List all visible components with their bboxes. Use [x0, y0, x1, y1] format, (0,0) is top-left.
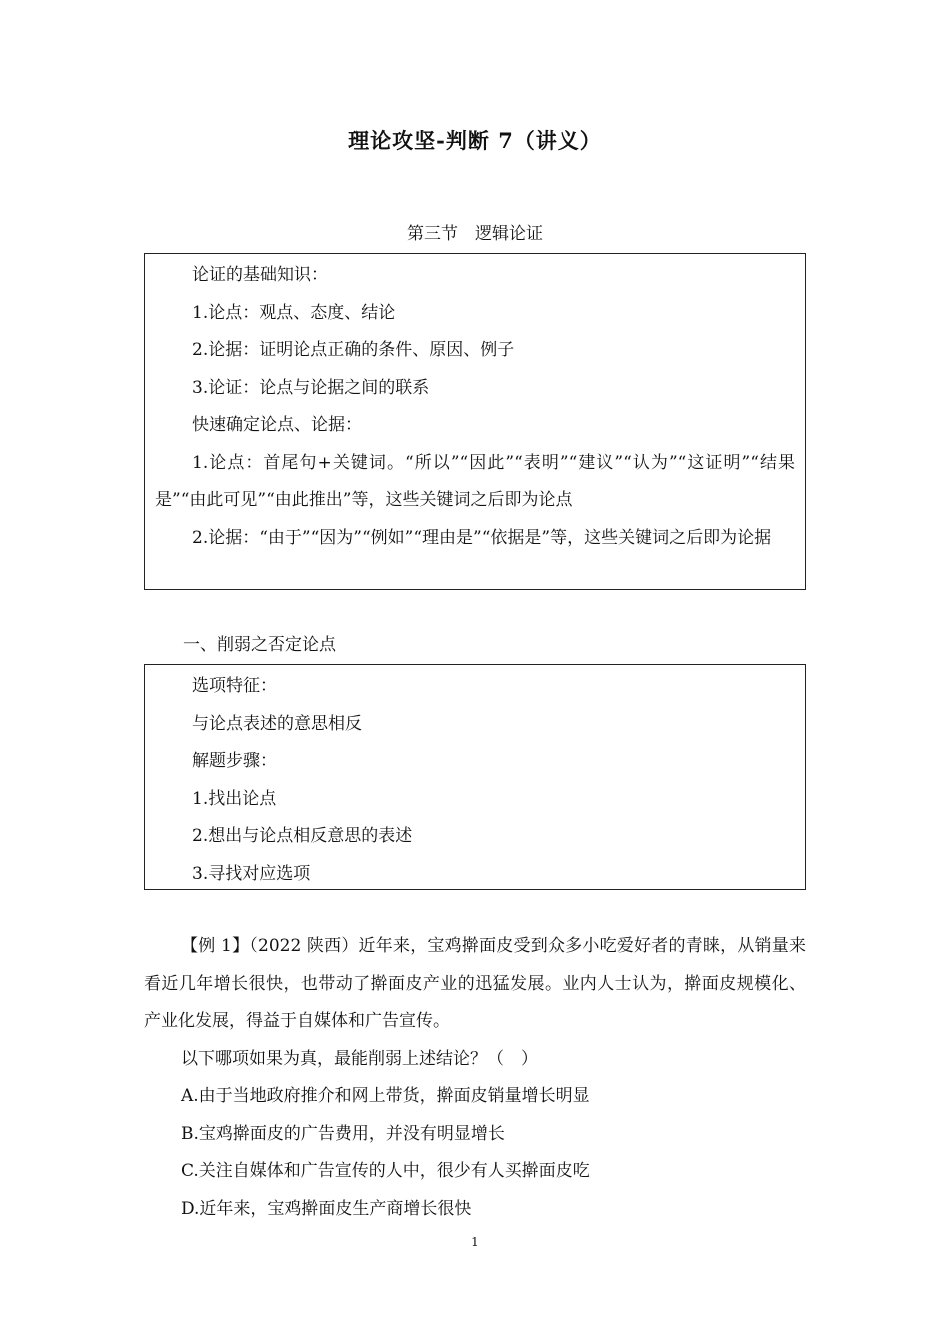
steps-label: 解题步骤：	[192, 751, 277, 771]
basics-item: 3.论证：论点与论据之间的联系	[192, 377, 430, 398]
document-title: 理论攻坚-判断 7（讲义）	[348, 128, 602, 153]
page-number: 1	[471, 1235, 479, 1249]
section-title: 第三节 逻辑论证	[407, 224, 543, 244]
argument-point-rule: 1.论点：首尾句+关键词。“所以”“因此”“表明”“建议”“认为”“这证明”“结果是”“由此可见”“由此推出”等，这些关键词之后即为论点	[155, 452, 795, 510]
step-item: 3.寻找对应选项	[192, 863, 311, 884]
example-question	[144, 928, 806, 1228]
quick-identify-heading: 快速确定论点、论据：	[192, 415, 362, 435]
step-item: 2.想出与论点相反意思的表述	[192, 826, 413, 846]
method-box	[144, 664, 806, 890]
step-item: 1.找出论点	[192, 788, 277, 809]
basics-heading: 论证的基础知识：	[192, 265, 328, 285]
question-stem: 【例 1】（2022 陕西）近年来，宝鸡擀面皮受到众多小吃爱好者的青睐，从销量来看近几年增长很快，也带动了擀面皮产业的迅猛发展。业内人士认为，擀面皮规模化、产业化发展，得益于自媒体和广告宣传。	[144, 936, 806, 1031]
option-b: B.宝鸡擀面皮的广告费用，并没有明显增长	[181, 1123, 505, 1144]
option-d: D.近年来，宝鸡擀面皮生产商增长很快	[181, 1198, 472, 1219]
feature-text: 与论点表述的意思相反	[192, 713, 362, 734]
basics-item: 1.论点：观点、态度、结论	[192, 302, 396, 323]
question-prompt: 以下哪项如果为真，最能削弱上述结论？（ ）	[181, 1048, 538, 1069]
basics-item: 2.论据：证明论点正确的条件、原因、例子	[192, 340, 515, 360]
part-heading: 一、削弱之否定论点	[183, 635, 336, 655]
feature-label: 选项特征：	[192, 676, 277, 696]
option-a: A.由于当地政府推介和网上带货，擀面皮销量增长明显	[181, 1086, 590, 1106]
basics-box	[144, 253, 806, 590]
evidence-rule: 2.论据：“由于”“因为”“例如”“理由是”“依据是”等，这些关键词之后即为论据	[192, 527, 772, 548]
option-c: C.关注自媒体和广告宣传的人中，很少有人买擀面皮吃	[181, 1161, 590, 1181]
